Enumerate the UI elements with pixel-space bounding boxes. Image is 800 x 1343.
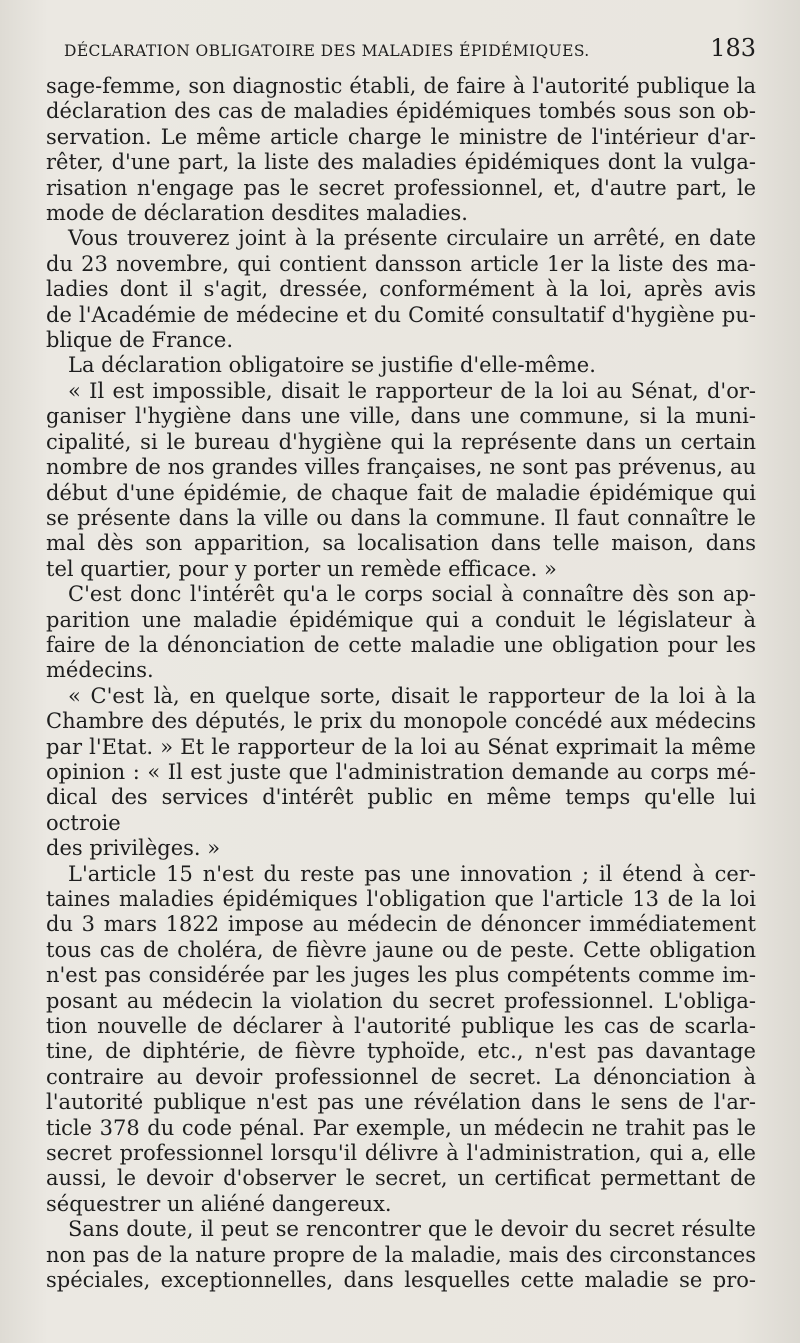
- text-line: risation n'engage pas le secret professionnel, et, d'autre part, le: [46, 175, 756, 200]
- text-line: secret professionnel lorsqu'il délivre à l'administration, qui a, elle: [46, 1141, 756, 1166]
- text-line: par l'Etat. » Et le rapporteur de la loi au Sénat exprimait la même: [46, 734, 756, 759]
- text-line: du 3 mars 1822 impose au médecin de dénoncer immédiatement: [46, 912, 756, 937]
- text-line: se présente dans la ville ou dans la commune. Il faut connaître le: [46, 505, 756, 530]
- paragraph: [46, 582, 756, 684]
- text-line: servation. Le même article charge le ministre de l'intérieur d'ar-: [46, 124, 756, 149]
- text-line: rêter, d'une part, la liste des maladies épidémiques dont la vulga-: [46, 150, 756, 175]
- paragraph: [46, 353, 756, 378]
- text-line: posant au médecin la violation du secret professionnel. L'obliga-: [46, 988, 756, 1013]
- text-line: L'article 15 n'est du reste pas une innovation ; il étend à cer-: [68, 861, 756, 886]
- text-line: cipalité, si le bureau d'hygiène qui la représente dans un certain: [46, 429, 756, 454]
- text-line: « C'est là, en quelque sorte, disait le rapporteur de la loi à la: [68, 683, 756, 708]
- text-line: spéciales, exceptionnelles, dans lesquelles cette maladie se pro-: [46, 1268, 756, 1293]
- text-line: Chambre des députés, le prix du monopole concédé aux médecins: [46, 709, 756, 734]
- text-line: déclaration des cas de maladies épidémiques tombés sous son ob-: [46, 99, 756, 124]
- text-line: mode de déclaration desdites maladies.: [46, 201, 468, 226]
- text-line: non pas de la nature propre de la maladie, mais des circonstances: [46, 1242, 756, 1267]
- text-line: aussi, le devoir d'observer le secret, un certificat permettant de: [46, 1166, 756, 1191]
- text-line: dical des services d'intérêt public en même temps qu'elle lui octroie: [46, 785, 756, 835]
- text-line: Vous trouverez joint à la présente circulaire un arrêté, en date: [68, 226, 756, 251]
- running-header: [64, 34, 756, 64]
- text-line: l'autorité publique n'est pas une révélation dans le sens de l'ar-: [46, 1090, 756, 1115]
- page-number: 183: [710, 34, 756, 62]
- text-line: mal dès son apparition, sa localisation dans telle maison, dans: [46, 531, 756, 556]
- text-line: blique de France.: [46, 328, 234, 353]
- paragraph: [46, 74, 756, 226]
- text-line: ladies dont il s'agit, dressée, conformément à la loi, après avis: [46, 277, 756, 302]
- text-line: du 23 novembre, qui contient dansson article 1er la liste des ma-: [46, 251, 756, 276]
- text-line: tion nouvelle de déclarer à l'autorité publique les cas de scarla-: [46, 1014, 756, 1039]
- text-line: tel quartier, pour y porter un remède efficace. »: [46, 556, 557, 581]
- paragraph: [46, 1217, 756, 1293]
- text-line: tous cas de choléra, de fièvre jaune ou de peste. Cette obligation: [46, 937, 756, 962]
- text-line: sage-femme, son diagnostic établi, de faire à l'autorité publique la: [46, 74, 756, 98]
- text-line: ganiser l'hygiène dans une ville, dans une commune, si la muni-: [46, 404, 756, 429]
- text-line: taines maladies épidémiques l'obligation que l'article 13 de la loi: [46, 887, 756, 911]
- text-line: La déclaration obligatoire se justifie d'elle-même.: [68, 353, 596, 378]
- text-line: médecins.: [46, 658, 154, 683]
- paragraph: [46, 684, 756, 862]
- paragraph: [46, 379, 756, 582]
- text-line: n'est pas considérée par les juges les plus compétents comme im-: [46, 963, 756, 988]
- text-line: contraire au devoir professionnel de secret. La dénonciation à: [46, 1064, 756, 1089]
- running-title: DÉCLARATION OBLIGATOIRE DES MALADIES ÉPIDÉMIQUES.: [64, 42, 590, 60]
- text-line: faire de la dénonciation de cette maladie une obligation pour les: [46, 632, 756, 657]
- paragraph: [46, 226, 756, 353]
- text-line: Sans doute, il peut se rencontrer que le devoir du secret résulte: [68, 1217, 756, 1242]
- text-line: opinion : « Il est juste que l'administration demande au corps mé-: [46, 759, 756, 784]
- paragraph: [46, 862, 756, 1218]
- text-line: début d'une épidémie, de chaque fait de maladie épidémique qui: [46, 480, 756, 505]
- text-line: des privilèges. »: [46, 836, 221, 861]
- text-line: C'est donc l'intérêt qu'a le corps social à connaître dès son ap-: [68, 582, 756, 607]
- text-line: séquestrer un aliéné dangereux.: [46, 1191, 392, 1216]
- text-line: parition une maladie épidémique qui a conduit le législateur à: [46, 607, 756, 632]
- text-line: « Il est impossible, disait le rapporteur de la loi au Sénat, d'or-: [68, 378, 756, 403]
- text-line: de l'Académie de médecine et du Comité consultatif d'hygiène pu-: [46, 302, 756, 327]
- text-line: nombre de nos grandes villes françaises, ne sont pas prévenus, au: [46, 455, 756, 480]
- body-text: [46, 74, 756, 1294]
- text-line: tine, de diphtérie, de fièvre typhoïde, etc., n'est pas davantage: [46, 1039, 756, 1064]
- text-line: ticle 378 du code pénal. Par exemple, un médecin ne trahit pas le: [46, 1115, 756, 1140]
